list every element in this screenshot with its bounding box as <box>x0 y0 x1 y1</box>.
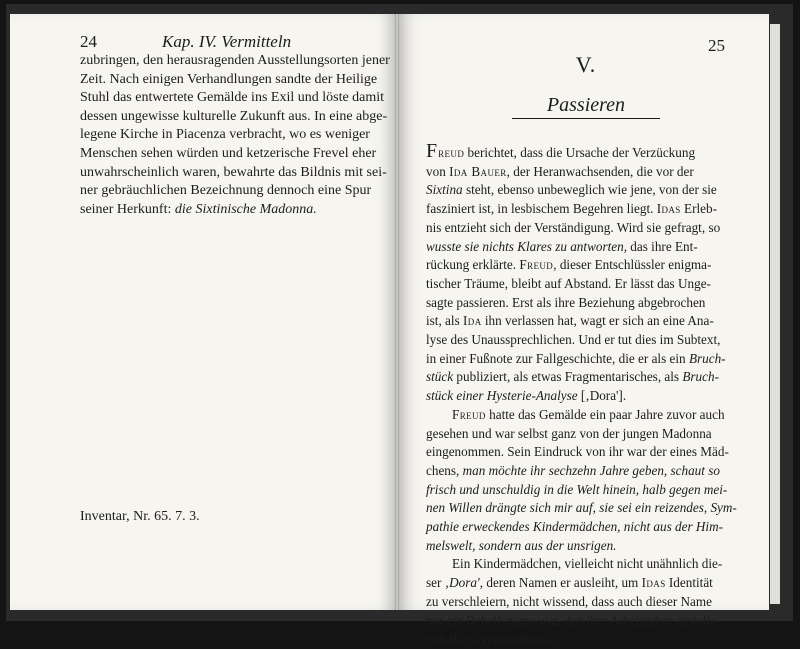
running-title: Kap. IV. Vermitteln <box>162 32 292 51</box>
text-run: nur ein Behelfsname war, den ihre Arbeitgeber anstelle <box>426 612 717 628</box>
text-run: Zeit. Nach einigen Verhandlungen sandte der Heilige <box>80 71 378 87</box>
text-run: ihn verlassen hat, wagt er sich an eine Ana- <box>481 313 714 329</box>
text-run: das ihre Ent- <box>627 238 698 254</box>
text-run: hatte das Gemälde ein paar Jahre zuvor auch <box>485 406 725 422</box>
text-line <box>80 201 380 220</box>
text-line <box>426 574 726 593</box>
text-line <box>426 499 737 518</box>
right-body-text <box>426 140 737 649</box>
text-run: nis entzieht sich der Verständigung. Wird sie gefragt, so <box>426 219 721 235</box>
text-line <box>426 238 726 257</box>
text-run: F <box>426 140 439 162</box>
text-run: berichtet, dass die Ursache der Verzückung <box>464 145 696 160</box>
text-run: verwendeten. <box>477 631 552 647</box>
text-line <box>80 52 390 71</box>
text-run: melswelt, sondern aus der unsrigen. <box>426 537 617 553</box>
text-run: , der Heranwachsenden, die vor der <box>506 163 694 179</box>
text-run: stück <box>426 369 454 385</box>
text-run: ‚Dora' <box>444 575 480 591</box>
text-run: rückung erklärte. <box>426 257 520 273</box>
text-line <box>80 126 380 145</box>
text-run: von <box>426 631 450 647</box>
text-line <box>426 181 726 200</box>
text-run: in einer Fußnote zur Fallgeschichte, die er als ein <box>426 350 689 366</box>
text-run: gesehen und war selbst ganz von der jungen Madonna <box>426 425 712 441</box>
text-run: zu verschleiern, nicht wissend, dass auch dieser Name <box>426 593 712 609</box>
left-page-number: 24 <box>80 32 97 51</box>
text-line <box>426 368 726 387</box>
text-run: Bruch- <box>682 369 719 385</box>
text-run: von <box>426 163 450 179</box>
text-run: eingenommen. Sein Eindruck von ihr war der eines Mäd- <box>426 444 729 460</box>
text-run: seiner Herkunft: <box>80 201 175 217</box>
text-run: unwahrscheinlich waren, bewahrte das Bildnis mit sei- <box>80 164 387 180</box>
text-run: Ein Kindermädchen, vielleicht nicht unähnlich die- <box>452 556 723 572</box>
text-line <box>80 182 380 201</box>
text-run: sagte passieren. Erst als ihre Beziehung abgebrochen <box>426 294 706 310</box>
text-run: die Sixtinische Madonna. <box>174 201 317 217</box>
text-run: reud <box>438 145 465 160</box>
page-edges <box>770 24 780 604</box>
text-run: chens, <box>426 462 463 478</box>
text-line <box>426 406 726 425</box>
text-run: , dieser Entschlüssler enigma- <box>553 257 712 273</box>
text-line <box>426 219 726 238</box>
text-line <box>80 108 388 127</box>
text-line <box>80 145 380 164</box>
text-run: Rosa <box>449 631 478 647</box>
chapter-number: V. <box>575 52 597 77</box>
text-run: Stuhl das entwertete Gemälde ins Exil und löste damit <box>80 90 385 106</box>
text-run: Ida Bauer <box>449 163 507 179</box>
text-line <box>426 593 726 612</box>
inventory-footnote: Inventar, Nr. 65. 7. 3. <box>80 509 200 524</box>
text-run: ner gebräuchlichen Bezeichnung dennoch eine Spur <box>80 183 372 199</box>
text-run: Erleb- <box>680 201 717 217</box>
chapter-title: Passieren <box>546 94 626 116</box>
text-run: Freud <box>519 257 554 273</box>
text-run: zubringen, den herausragenden Ausstellungsorten jener <box>80 53 390 68</box>
text-run: Menschen sehen würden und ketzerische Frevel eher <box>80 145 377 161</box>
text-line <box>426 331 726 350</box>
left-body-text <box>80 52 390 219</box>
text-line <box>426 200 726 219</box>
text-line <box>426 555 726 574</box>
text-line <box>426 425 726 444</box>
text-line <box>426 387 726 406</box>
text-line <box>80 71 380 90</box>
text-run: lyse des Unaussprechlichen. Und er tut dies im Subtext, <box>426 332 721 348</box>
text-run: stück einer Hysterie-Analyse <box>426 388 578 404</box>
text-line <box>426 630 726 649</box>
text-run: Bruch- <box>688 350 726 366</box>
right-page-number: 25 <box>708 36 725 55</box>
text-line <box>426 612 726 631</box>
text-line <box>426 312 726 331</box>
text-line <box>426 275 726 294</box>
text-line <box>80 164 387 183</box>
text-run: publiziert, als etwas Fragmentarisches, als <box>453 369 683 385</box>
text-run: Idas <box>656 201 681 217</box>
text-line <box>426 518 726 537</box>
text-run: wusste sie nichts Klares zu antworten, <box>426 238 627 254</box>
text-run: [‚Dora']. <box>577 388 627 404</box>
text-line <box>426 481 726 500</box>
text-run: nen Willen drängte sich mir auf, sie sei ein reizendes, Sym- <box>426 500 737 516</box>
text-run: Ida <box>463 313 482 329</box>
text-run: ser <box>426 575 445 591</box>
text-line <box>426 142 726 163</box>
text-line <box>80 89 385 108</box>
text-run: Sixtina <box>426 182 463 198</box>
text-line <box>426 462 726 481</box>
text-run: Freud <box>452 406 486 422</box>
chapter-heading <box>500 92 672 119</box>
text-line <box>426 537 726 556</box>
text-run: pathie erweckendes Kindermädchen, nicht aus der Him- <box>426 519 724 535</box>
text-line <box>426 294 726 313</box>
text-line <box>426 163 726 182</box>
text-run: steht, ebenso unbeweglich wie jene, von der sie <box>462 182 717 198</box>
text-line <box>426 443 729 462</box>
text-line <box>426 350 726 369</box>
text-run: legene Kirche in Piacenza verbracht, wo es weniger <box>80 127 370 143</box>
chapter-title-rule <box>512 118 660 119</box>
text-run: frisch und unschuldig in die Welt hinein, halb gegen mei- <box>426 481 728 497</box>
text-run: fasziniert ist, in lesbischem Begehren liegt. <box>426 201 657 217</box>
text-run: , deren Namen er ausleiht, um <box>479 575 642 591</box>
text-line <box>426 256 726 275</box>
text-run: dessen ungewisse kulturelle Zukunft aus. In eine abge- <box>80 108 388 124</box>
text-run: ist, als <box>426 313 463 329</box>
text-run: Identität <box>665 575 713 591</box>
text-run: man möchte ihr sechzehn Jahre geben, schaut so <box>462 462 720 478</box>
text-run: tischer Träume, bleibt auf Abstand. Er lässt das Unge- <box>426 275 711 291</box>
text-run: Idas <box>641 575 666 591</box>
